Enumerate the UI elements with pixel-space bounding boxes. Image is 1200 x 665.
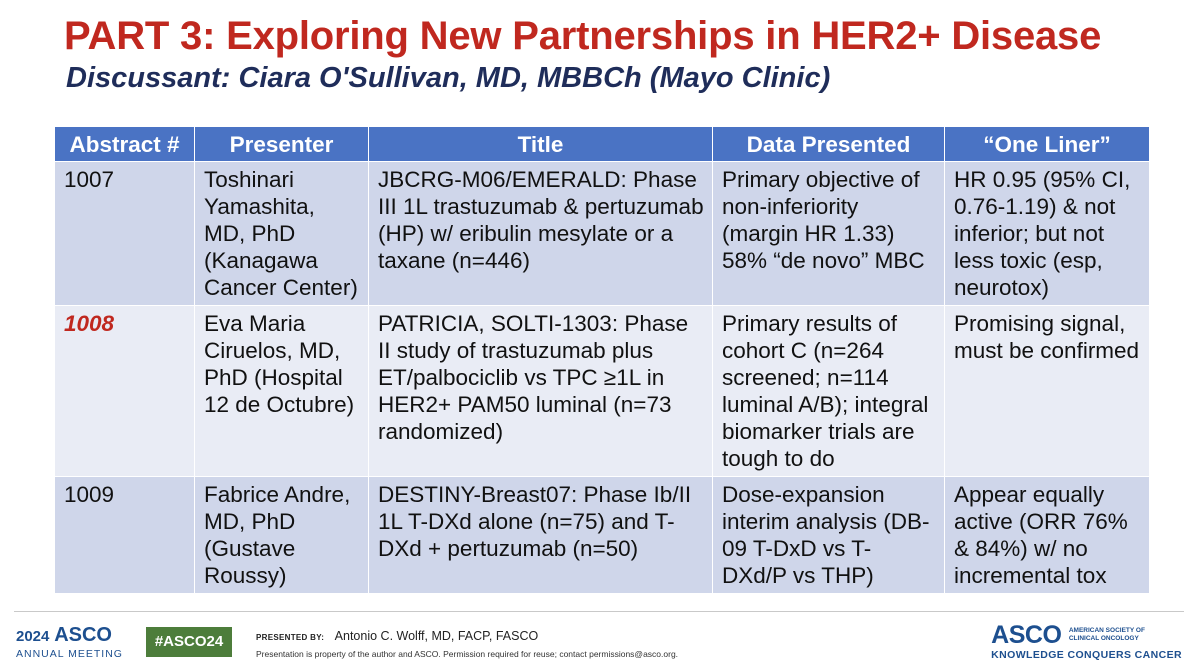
society-line-1: AMERICAN SOCIETY OF [1068,627,1145,634]
slide-subtitle: Discussant: Ciara O'Sullivan, MD, MBBCh (Mayo Clinic) [66,62,831,94]
header-title: Title [369,127,713,162]
header-abstract: Abstract # [55,127,195,162]
data-presented-cell: Primary results of cohort C (n=264 screened; n=114 luminal A/B); integral biomarker trials are tough to do [713,306,945,477]
slide-title: PART 3: Exploring New Partnerships in HER2+ Disease [64,14,1102,58]
society-line-2: CLINICAL ONCOLOGY [1068,635,1139,642]
title-cell: JBCRG-M06/EMERALD: Phase III 1L trastuzumab & pertuzumab (HP) w/ eribulin mesylate or a taxane (n=446) [369,162,713,306]
one-liner-cell: Appear equally active (ORR 76% & 84%) w/ no incremental tox [945,477,1150,594]
table-header-row [55,127,1150,162]
asco-tagline: KNOWLEDGE CONQUERS CANCER [991,649,1182,661]
hashtag-badge: #ASCO24 [146,627,232,657]
meeting-brand: ASCO [54,624,112,646]
asco-society-logo [991,622,1182,661]
abstract-number: 1009 [55,477,195,594]
table-row [55,477,1150,594]
meeting-name: ANNUAL MEETING [16,648,123,660]
presented-by-label: PRESENTED BY: [256,633,325,642]
one-liner-cell: Promising signal, must be confirmed [945,306,1150,477]
abstract-number-highlighted: 1008 [55,306,195,477]
asco-society-name [1069,627,1161,643]
presenter-cell: Toshinari Yamashita, MD, PhD (Kanagawa Cancer Center) [195,162,369,306]
presented-by [256,627,538,645]
presenter-cell: Eva Maria Ciruelos, MD, PhD (Hospital 12 de Octubre) [195,306,369,477]
abstract-number: 1007 [55,162,195,306]
table-row [55,306,1150,477]
presenter-cell: Fabrice Andre, MD, PhD (Gustave Roussy) [195,477,369,594]
data-presented-cell: Primary objective of non-inferiority (margin HR 1.33) 58% “de novo” MBC [713,162,945,306]
title-cell: PATRICIA, SOLTI-1303: Phase II study of trastuzumab plus ET/palbociclib vs TPC ≥1L in HER2+ PAM50 luminal (n=73 randomized) [369,306,713,477]
header-presenter: Presenter [195,127,369,162]
header-data-presented: Data Presented [713,127,945,162]
meeting-year: 2024 [16,628,50,645]
abstract-table [54,126,1150,594]
header-one-liner: “One Liner” [945,127,1150,162]
one-liner-cell: HR 0.95 (95% CI, 0.76-1.19) & not inferior; but not less toxic (esp, neurotox) [945,162,1150,306]
presented-by-name: Antonio C. Wolff, MD, FACP, FASCO [334,629,539,643]
annual-meeting-logo [16,624,123,660]
data-presented-cell: Dose-expansion interim analysis (DB-09 T-DxD vs T-DXd/P vs THP) [713,477,945,594]
footer-divider [14,611,1184,612]
asco-logo-mark: ASCO [991,621,1062,649]
copyright-disclaimer: Presentation is property of the author and ASCO. Permission required for reuse; contact permissions@asco.org. [256,649,679,659]
title-cell: DESTINY-Breast07: Phase Ib/II 1L T-DXd alone (n=75) and T-DXd + pertuzumab (n=50) [369,477,713,594]
table-row [55,162,1150,306]
